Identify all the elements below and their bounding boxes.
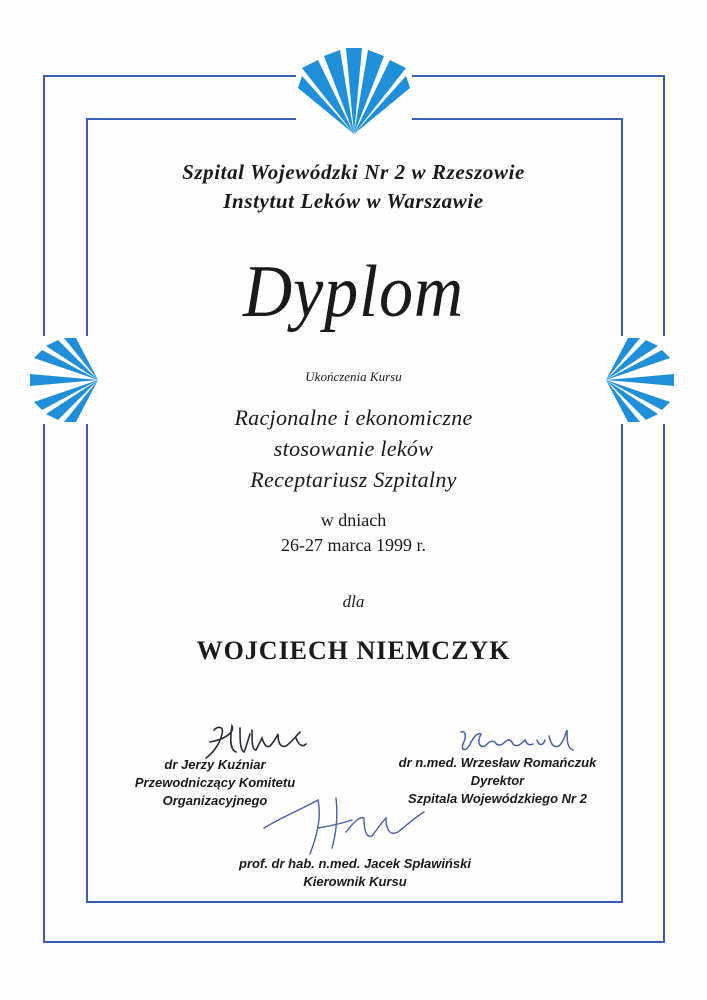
- signatory-bottom-name: prof. dr hab. n.med. Jacek Spławiński: [239, 856, 471, 871]
- dates-value: 26-27 marca 1999 r.: [281, 535, 426, 555]
- recipient-prefix: dla: [342, 592, 365, 611]
- recipient-name: WOJCIECH NIEMCZYK: [196, 636, 511, 665]
- signatory-bottom-role-1: Kierownik Kursu: [303, 874, 407, 889]
- course-name-line-2: stosowanie leków: [273, 436, 434, 461]
- course-name-line-3: Receptariusz Szpitalny: [250, 467, 457, 492]
- signatory-left-role-1: Przewodniczący Komitetu: [134, 775, 296, 790]
- signatory-right-role-2: Szpitala Wojewódzkiego Nr 2: [408, 791, 587, 806]
- signature-right: [455, 722, 580, 758]
- institution-line-1: Szpital Wojewódzki Nr 2 w Rzeszowie: [182, 160, 525, 184]
- fan-ornament-top-icon: [296, 46, 412, 136]
- diploma-title: Dyplom: [242, 251, 465, 333]
- signatory-left-role-2: Organizacyjnego: [162, 793, 268, 808]
- diploma-subtitle: Ukończenia Kursu: [305, 369, 402, 384]
- signatory-right: [375, 754, 620, 808]
- signatory-left-name: dr Jerzy Kuźniar: [164, 757, 266, 772]
- signatory-bottom: [190, 855, 520, 891]
- signatory-right-role-1: Dyrektor: [470, 773, 525, 788]
- dates-label: w dniach: [320, 510, 387, 530]
- institution-line-2: Instytut Leków w Warszawie: [223, 189, 484, 213]
- signatory-left: [105, 756, 325, 810]
- signatory-right-name: dr n.med. Wrzesław Romańczuk: [398, 755, 597, 770]
- course-name-line-1: Racjonalne i ekonomiczne: [234, 405, 473, 430]
